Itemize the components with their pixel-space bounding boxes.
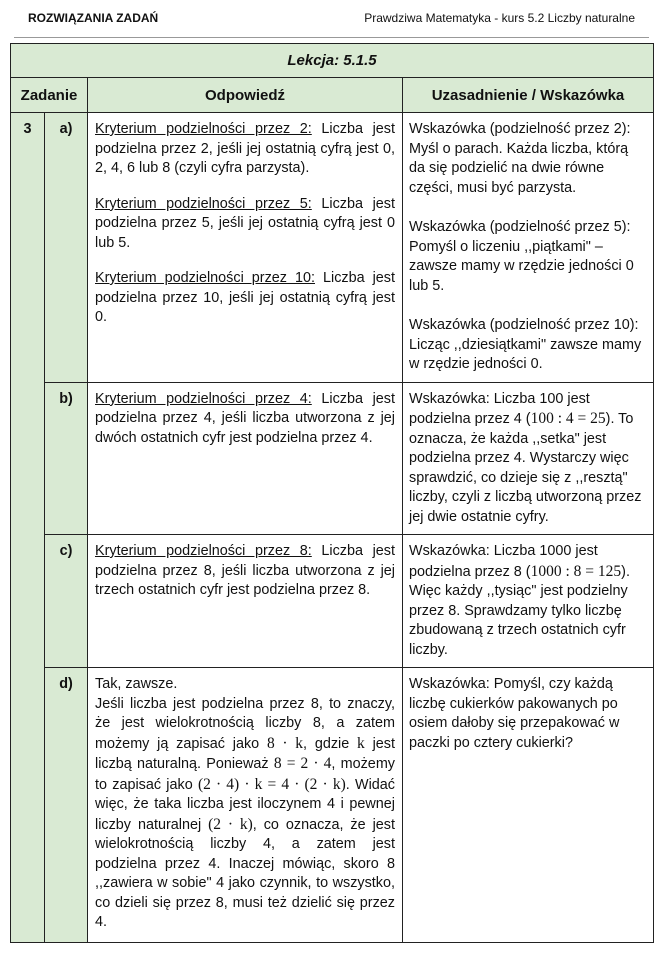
formula: 8 = 2 · 4: [273, 755, 332, 772]
formula: (2 · k): [208, 815, 253, 833]
col-header-answer: Odpowiedź: [88, 78, 403, 113]
criterion-label: Kryterium podzielności przez 5:: [95, 195, 312, 212]
answer-cell: [88, 535, 403, 668]
criterion-label: Kryterium podzielności przez 8:: [95, 543, 312, 559]
lesson-title-row: [11, 44, 654, 78]
hint-cell: [403, 382, 654, 535]
answer-text: Liczba jest podzielna przez 4, jeśli liczba utworzona z jej dwóch ostatnich cyfr jest podzielna przez 4.: [95, 390, 395, 446]
formula: 8 · k: [266, 734, 304, 752]
hint-text: Wskazówka: Liczba 100 jest podzielna przez 4 (: [409, 390, 590, 427]
answer-paragraph: [95, 120, 395, 179]
header-divider: [14, 37, 649, 38]
subtask-label: a): [45, 113, 88, 383]
hint-cell: [403, 113, 654, 383]
answer-text: , gdzie: [303, 735, 358, 752]
hint-cell: [403, 535, 654, 668]
subtask-label: b): [45, 382, 88, 535]
hint-text: Wskazówka (podzielność przez 10): Licząc ,,dziesiątkami" zawsze mamy w rzędzie jedności 0.: [409, 317, 642, 372]
hint-text: ). To oznacza, że każda ,,setka" jest podzielna przez 4. Wystarczy więc sprawdzić, co dzieje się z ,,resztą" liczby, czyli z liczbą utworzoną przez jej dwie ostatnie cyfry.: [409, 411, 642, 525]
formula: k: [357, 734, 365, 752]
answer-text: Liczba jest podzielna przez 8, jeśli liczba utworzona z jej trzech ostatnich cyfr jest podzielna przez 8.: [95, 543, 395, 598]
col-header-hint: Uzasadnienie / Wskazówka: [403, 78, 654, 113]
answer-cell: [88, 113, 403, 383]
table-row: [11, 382, 654, 535]
hint-text: Wskazówka: Pomyśl, czy każdą liczbę cukierków pakowanych po osiem dałoby się przepakować w paczki po cztery cukierki?: [409, 676, 620, 751]
hint-text: ). Więc każdy ,,tysiąc" jest podzielny przez 8. Sprawdzamy tylko liczbę zbudowaną z trzech ostatnich cyfr liczby.: [409, 563, 630, 658]
criterion-label: Kryterium podzielności przez 2:: [95, 121, 312, 137]
hint-cell: [403, 668, 654, 943]
answer-text: Liczba jest podzielna przez 10, jeśli jej ostatnią cyfrą jest 0.: [95, 270, 395, 325]
header-row: [11, 78, 654, 113]
answer-text: Jeśli liczba jest podzielna przez 8, to znaczy, że jest wielokrotnością liczby 8, a zatem możemy ją zapisać jako: [95, 695, 395, 752]
task-number: 3: [11, 113, 45, 943]
answer-cell: [88, 668, 403, 943]
hint-text: Wskazówka (podzielność przez 2): Myśl o parach. Każda liczba, którą da się podzielić na dwie równe części, musi być parzysta.: [409, 121, 631, 196]
criterion-label: Kryterium podzielności przez 4:: [95, 390, 312, 407]
table-row: [11, 113, 654, 383]
answer-text: , co oznacza, że jest wielokrotnością liczby 4, a zatem jest podzielna przez 4. Inaczej mówiąc, skoro 8 ,,zawiera w sobie" 4 jako czynnik, to wszystko, co dzieli się przez 8, musi też dzielić się przez 4.: [95, 816, 395, 930]
formula: (2 · 4) · k = 4 · (2 · k): [197, 775, 346, 793]
header-left-title: ROZWIĄZANIA ZADAŃ: [28, 11, 159, 25]
hint-formula: 100 : 4 = 25: [530, 410, 606, 427]
criterion-label: Kryterium podzielności przez 10:: [95, 270, 315, 286]
table-row: [11, 535, 654, 668]
table-row: [11, 668, 654, 943]
hint-text: Wskazówka (podzielność przez 5): Pomyśl o liczeniu ,,piątkami" – zawsze mamy w rzędzie jedności 0 lub 5.: [409, 219, 634, 294]
answer-paragraph: Tak, zawsze.: [95, 676, 178, 692]
answer-paragraph: [95, 195, 395, 254]
answer-text: jest liczbą naturalną. Ponieważ: [95, 735, 395, 772]
answer-text: Liczba jest podzielna przez 2, jeśli jej ostatnią cyfrą jest 0, 2, 4, 6 lub 8 (czyli cyfra parzysta).: [95, 121, 395, 176]
answer-paragraph: [95, 390, 395, 449]
page-header: [0, 0, 672, 38]
hint-text: Wskazówka: Liczba 1000 jest podzielna przez 8 (: [409, 543, 598, 580]
solutions-table: [10, 43, 654, 943]
subtask-label: c): [45, 535, 88, 668]
subtask-label: d): [45, 668, 88, 943]
answer-paragraph: [95, 269, 395, 328]
answer-text: Liczba jest podzielna przez 5, jeśli jej ostatnią cyfrą jest 0 lub 5.: [95, 195, 395, 251]
header-right-title: Prawdziwa Matematyka - kurs 5.2 Liczby naturalne: [364, 11, 635, 25]
hint-formula: 1000 : 8 = 125: [530, 562, 622, 580]
answer-cell: [88, 382, 403, 535]
answer-text: , możemy to zapisać jako: [95, 756, 395, 793]
answer-text: . Widać więc, że taka liczba jest iloczynem 4 i pewnej liczby naturalnej: [95, 776, 395, 833]
col-header-task: Zadanie: [11, 78, 88, 113]
answer-paragraph: [95, 695, 395, 933]
lesson-title: Lekcja: 5.1.5: [11, 44, 654, 78]
answer-paragraph: [95, 542, 395, 601]
